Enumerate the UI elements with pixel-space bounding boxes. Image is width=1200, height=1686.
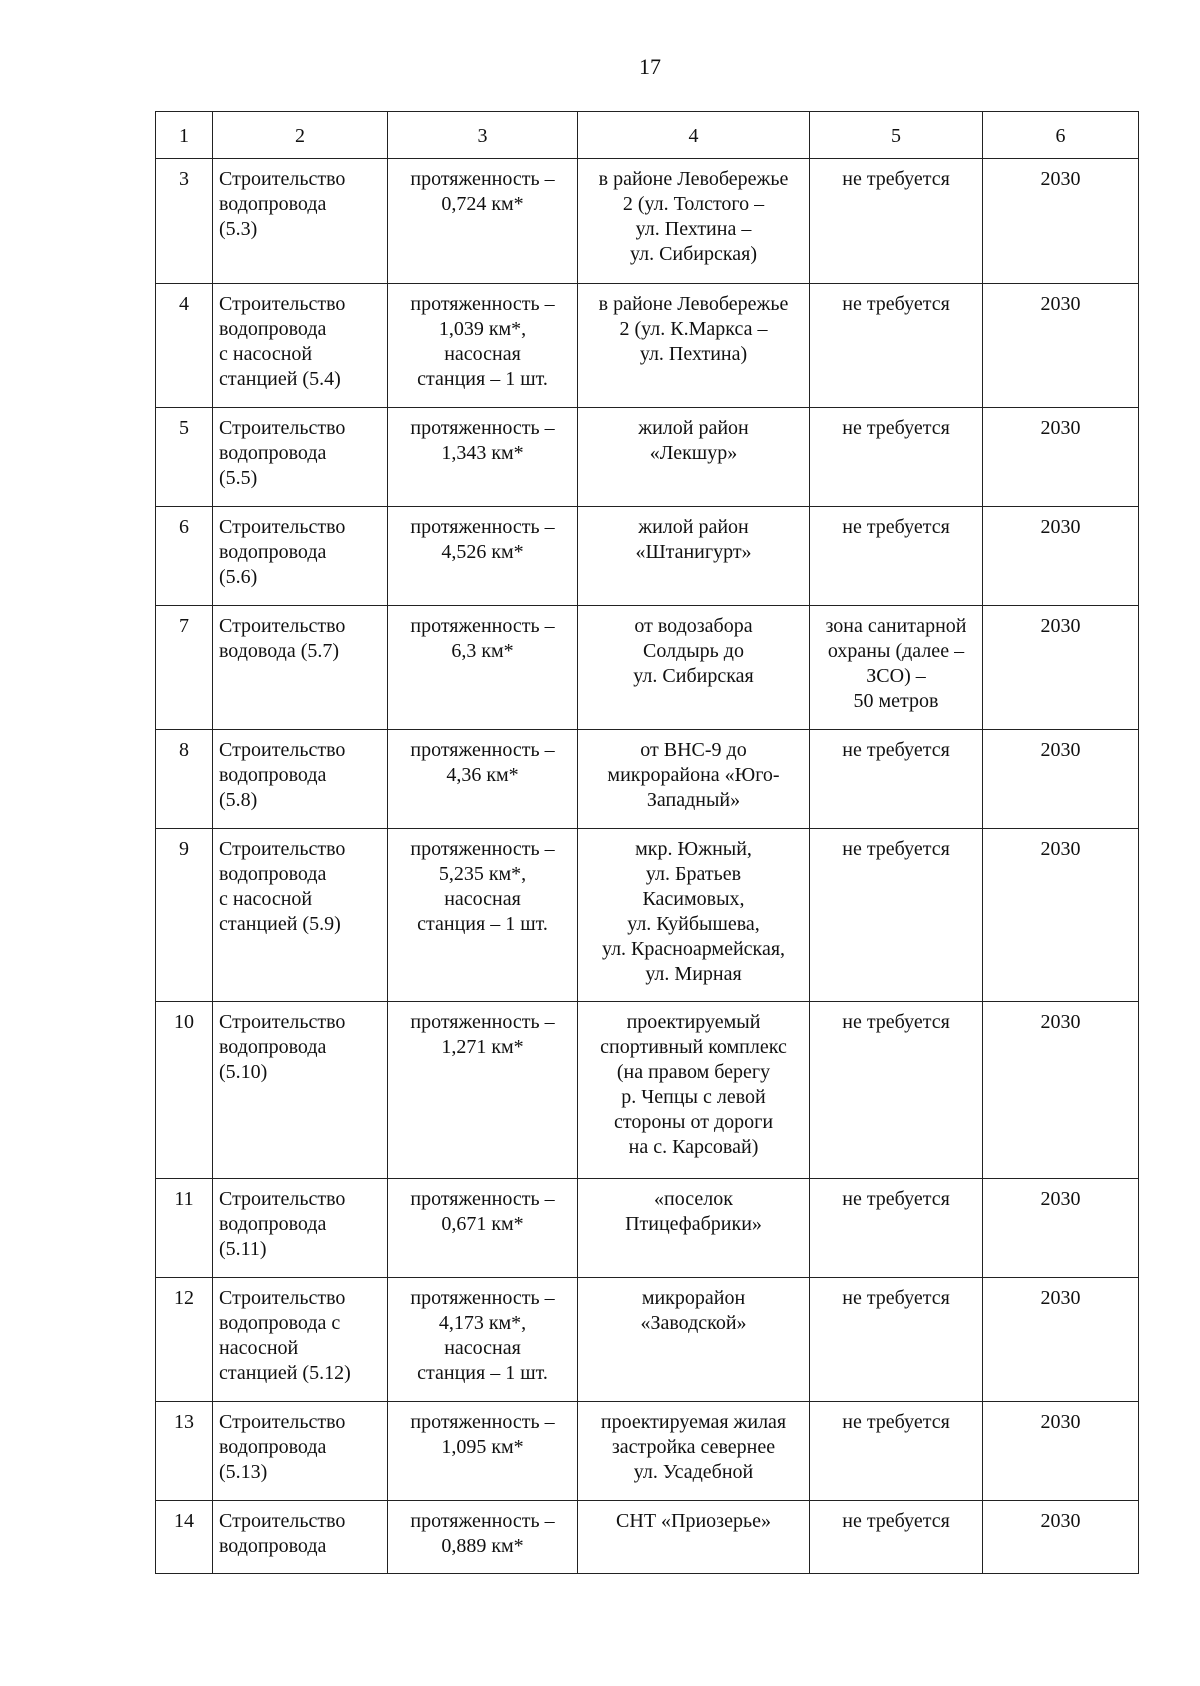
location-cell bbox=[578, 408, 810, 507]
cell-line: 1,095 км* bbox=[441, 1436, 524, 1458]
column-header: 3 bbox=[388, 112, 578, 159]
zone-cell bbox=[810, 1501, 983, 1574]
cell-line: ул. Сибирская bbox=[633, 665, 754, 687]
cell-line: с насосной bbox=[219, 888, 313, 910]
year-cell: 2030 bbox=[983, 1002, 1139, 1179]
year-cell: 2030 bbox=[983, 606, 1139, 730]
table-row bbox=[156, 284, 1139, 408]
location-cell bbox=[578, 829, 810, 1002]
cell-line: 2 (ул. Толстого – bbox=[622, 193, 765, 215]
year-cell: 2030 bbox=[983, 1278, 1139, 1402]
cell-line: «поселок bbox=[654, 1188, 733, 1210]
zone-cell bbox=[810, 159, 983, 284]
cell-line: «Заводской» bbox=[640, 1312, 747, 1334]
row-number-cell: 8 bbox=[156, 730, 213, 829]
table-row bbox=[156, 606, 1139, 730]
table-row bbox=[156, 829, 1139, 1002]
year-cell: 2030 bbox=[983, 159, 1139, 284]
cell-line: 0,671 км* bbox=[441, 1213, 524, 1235]
cell-line: спортивный комплекс bbox=[600, 1036, 787, 1058]
parameters-cell bbox=[388, 507, 578, 606]
parameters-cell bbox=[388, 159, 578, 284]
cell-line: протяженность – bbox=[410, 516, 555, 538]
parameters-cell bbox=[388, 284, 578, 408]
cell-line: Строительство bbox=[219, 1411, 346, 1433]
cell-line: (5.11) bbox=[219, 1238, 267, 1260]
cell-line: водопровода bbox=[219, 1436, 327, 1458]
cell-line: не требуется bbox=[842, 739, 950, 761]
cell-line: Строительство bbox=[219, 1510, 346, 1532]
zone-cell bbox=[810, 730, 983, 829]
cell-line: зона санитарной bbox=[825, 615, 967, 637]
cell-line: не требуется bbox=[842, 293, 950, 315]
parameters-cell bbox=[388, 408, 578, 507]
cell-line: Солдырь до bbox=[643, 640, 744, 662]
location-cell bbox=[578, 1501, 810, 1574]
table-row bbox=[156, 1002, 1139, 1179]
object-name-cell bbox=[213, 284, 388, 408]
cell-line: (5.3) bbox=[219, 218, 258, 240]
year-cell: 2030 bbox=[983, 284, 1139, 408]
cell-line: станция – 1 шт. bbox=[417, 1362, 548, 1384]
cell-line: Птицефабрики» bbox=[625, 1213, 762, 1235]
location-cell bbox=[578, 730, 810, 829]
table-row bbox=[156, 1501, 1139, 1574]
cell-line: Строительство bbox=[219, 516, 346, 538]
zone-cell bbox=[810, 1179, 983, 1278]
cell-line: 4,526 км* bbox=[441, 541, 524, 563]
cell-line: насосная bbox=[444, 343, 521, 365]
zone-cell bbox=[810, 408, 983, 507]
column-header: 1 bbox=[156, 112, 213, 159]
location-cell bbox=[578, 606, 810, 730]
zone-cell bbox=[810, 1402, 983, 1501]
cell-line: 5,235 км*, bbox=[438, 863, 527, 885]
year-cell: 2030 bbox=[983, 507, 1139, 606]
cell-line: Строительство bbox=[219, 293, 346, 315]
cell-line: не требуется bbox=[842, 1510, 950, 1532]
page-number: 17 bbox=[639, 54, 661, 79]
cell-line: протяженность – bbox=[410, 1510, 555, 1532]
location-cell bbox=[578, 1002, 810, 1179]
object-name-cell bbox=[213, 507, 388, 606]
cell-line: стороны от дороги bbox=[613, 1111, 774, 1133]
year-cell: 2030 bbox=[983, 408, 1139, 507]
cell-line: водопровода bbox=[219, 442, 327, 464]
object-name-cell bbox=[213, 730, 388, 829]
cell-line: водопровода bbox=[219, 1036, 327, 1058]
cell-line: (5.13) bbox=[219, 1461, 268, 1483]
cell-line: 2 (ул. К.Маркса – bbox=[619, 318, 768, 340]
cell-line: протяженность – bbox=[410, 615, 555, 637]
cell-line: Строительство bbox=[219, 1011, 346, 1033]
table-row bbox=[156, 1179, 1139, 1278]
row-number-cell: 13 bbox=[156, 1402, 213, 1501]
cell-line: водопровода bbox=[219, 193, 327, 215]
cell-line: протяженность – bbox=[410, 1188, 555, 1210]
year-cell: 2030 bbox=[983, 730, 1139, 829]
cell-line: от водозабора bbox=[634, 615, 753, 637]
cell-line: ул. Пехтина – bbox=[635, 218, 752, 240]
zone-cell bbox=[810, 507, 983, 606]
row-number-cell: 7 bbox=[156, 606, 213, 730]
table-row bbox=[156, 507, 1139, 606]
cell-line: не требуется bbox=[842, 1011, 950, 1033]
cell-line: 1,039 км*, bbox=[438, 318, 527, 340]
row-number-cell: 4 bbox=[156, 284, 213, 408]
row-number-cell: 14 bbox=[156, 1501, 213, 1574]
object-name-cell bbox=[213, 408, 388, 507]
cell-line: жилой район bbox=[638, 417, 749, 439]
object-name-cell bbox=[213, 1501, 388, 1574]
zone-cell bbox=[810, 1278, 983, 1402]
location-cell bbox=[578, 284, 810, 408]
cell-line: Строительство bbox=[219, 838, 346, 860]
cell-line: не требуется bbox=[842, 838, 950, 860]
column-header: 2 bbox=[213, 112, 388, 159]
cell-line: водопровода bbox=[219, 541, 327, 563]
cell-line: (5.6) bbox=[219, 566, 258, 588]
parameters-cell bbox=[388, 1402, 578, 1501]
cell-line: Строительство bbox=[219, 417, 346, 439]
cell-line: охраны (далее – bbox=[827, 640, 965, 662]
cell-line: станцией (5.9) bbox=[219, 913, 341, 935]
cell-line: насосной bbox=[219, 1337, 299, 1359]
objects-table bbox=[155, 111, 1139, 1574]
year-cell: 2030 bbox=[983, 1402, 1139, 1501]
cell-line: 6,3 км* bbox=[451, 640, 514, 662]
cell-line: микрорайона «Юго- bbox=[607, 764, 780, 786]
cell-line: Строительство bbox=[219, 168, 346, 190]
cell-line: протяженность – bbox=[410, 1287, 555, 1309]
row-number-cell: 11 bbox=[156, 1179, 213, 1278]
cell-line: р. Чепцы с левой bbox=[621, 1086, 766, 1108]
cell-line: ЗСО) – bbox=[866, 665, 926, 687]
cell-line: насосная bbox=[444, 888, 521, 910]
cell-line: 4,36 км* bbox=[446, 764, 519, 786]
cell-line: 1,343 км* bbox=[441, 442, 524, 464]
cell-line: ул. Красноармейская, bbox=[601, 938, 786, 960]
table-row bbox=[156, 159, 1139, 284]
cell-line: застройка севернее bbox=[611, 1436, 776, 1458]
cell-line: водовода (5.7) bbox=[219, 640, 340, 662]
cell-line: (5.5) bbox=[219, 467, 258, 489]
cell-line: водопровода bbox=[219, 1213, 327, 1235]
location-cell bbox=[578, 159, 810, 284]
table-row bbox=[156, 730, 1139, 829]
cell-line: ул. Куйбышева, bbox=[627, 913, 760, 935]
cell-line: 50 метров bbox=[853, 690, 939, 712]
cell-line: водопровода bbox=[219, 318, 327, 340]
cell-line: водопровода bbox=[219, 1535, 327, 1557]
cell-line: Западный» bbox=[646, 789, 741, 811]
cell-line: Строительство bbox=[219, 1287, 346, 1309]
cell-line: от ВНС-9 до bbox=[640, 739, 747, 761]
table-row bbox=[156, 1278, 1139, 1402]
location-cell bbox=[578, 507, 810, 606]
zone-cell bbox=[810, 284, 983, 408]
column-header: 5 bbox=[810, 112, 983, 159]
zone-cell bbox=[810, 829, 983, 1002]
cell-line: Строительство bbox=[219, 739, 346, 761]
cell-line: протяженность – bbox=[410, 417, 555, 439]
cell-line: ул. Пехтина) bbox=[639, 343, 748, 365]
cell-line: проектируемая жилая bbox=[600, 1411, 787, 1433]
cell-line: в районе Левобережье bbox=[598, 293, 789, 315]
parameters-cell bbox=[388, 1179, 578, 1278]
location-cell bbox=[578, 1278, 810, 1402]
cell-line: микрорайон bbox=[641, 1287, 746, 1309]
table-row bbox=[156, 408, 1139, 507]
cell-line: Строительство bbox=[219, 615, 346, 637]
cell-line: проектируемый bbox=[626, 1011, 761, 1033]
cell-line: не требуется bbox=[842, 417, 950, 439]
cell-line: протяженность – bbox=[410, 838, 555, 860]
cell-line: станцией (5.4) bbox=[219, 368, 341, 390]
cell-line: (на правом берегу bbox=[616, 1061, 771, 1083]
cell-line: протяженность – bbox=[410, 168, 555, 190]
object-name-cell bbox=[213, 1278, 388, 1402]
cell-line: протяженность – bbox=[410, 1011, 555, 1033]
parameters-cell bbox=[388, 829, 578, 1002]
cell-line: станция – 1 шт. bbox=[417, 368, 548, 390]
cell-line: ул. Сибирская) bbox=[629, 243, 758, 265]
cell-line: не требуется bbox=[842, 516, 950, 538]
cell-line: водопровода bbox=[219, 863, 327, 885]
cell-line: с насосной bbox=[219, 343, 313, 365]
object-name-cell bbox=[213, 606, 388, 730]
cell-line: жилой район bbox=[638, 516, 749, 538]
zone-cell bbox=[810, 606, 983, 730]
object-name-cell bbox=[213, 1002, 388, 1179]
cell-line: СНТ «Приозерье» bbox=[616, 1510, 771, 1532]
parameters-cell bbox=[388, 1278, 578, 1402]
cell-line: протяженность – bbox=[410, 739, 555, 761]
row-number-cell: 9 bbox=[156, 829, 213, 1002]
header-row bbox=[156, 112, 1139, 159]
cell-line: 0,724 км* bbox=[441, 193, 524, 215]
row-number-cell: 6 bbox=[156, 507, 213, 606]
year-cell: 2030 bbox=[983, 1179, 1139, 1278]
year-cell: 2030 bbox=[983, 829, 1139, 1002]
cell-line: насосная bbox=[444, 1337, 521, 1359]
object-name-cell bbox=[213, 1402, 388, 1501]
cell-line: ул. Мирная bbox=[645, 963, 742, 985]
cell-line: 1,271 км* bbox=[441, 1036, 524, 1058]
row-number-cell: 12 bbox=[156, 1278, 213, 1402]
year-cell: 2030 bbox=[983, 1501, 1139, 1574]
row-number-cell: 3 bbox=[156, 159, 213, 284]
column-header: 4 bbox=[578, 112, 810, 159]
cell-line: протяженность – bbox=[410, 1411, 555, 1433]
cell-line: 4,173 км*, bbox=[438, 1312, 527, 1334]
row-number-cell: 5 bbox=[156, 408, 213, 507]
cell-line: «Лекшур» bbox=[649, 442, 738, 464]
zone-cell bbox=[810, 1002, 983, 1179]
object-name-cell bbox=[213, 1179, 388, 1278]
cell-line: Касимовых, bbox=[642, 888, 745, 910]
cell-line: 0,889 км* bbox=[441, 1535, 524, 1557]
parameters-cell bbox=[388, 606, 578, 730]
cell-line: не требуется bbox=[842, 1188, 950, 1210]
cell-line: водопровода с bbox=[219, 1312, 341, 1334]
object-name-cell bbox=[213, 829, 388, 1002]
cell-line: не требуется bbox=[842, 168, 950, 190]
row-number-cell: 10 bbox=[156, 1002, 213, 1179]
table-row bbox=[156, 1402, 1139, 1501]
cell-line: не требуется bbox=[842, 1411, 950, 1433]
parameters-cell bbox=[388, 730, 578, 829]
cell-line: станцией (5.12) bbox=[219, 1362, 351, 1384]
cell-line: на с. Карсовай) bbox=[628, 1136, 759, 1158]
cell-line: в районе Левобережье bbox=[598, 168, 789, 190]
object-name-cell bbox=[213, 159, 388, 284]
cell-line: Строительство bbox=[219, 1188, 346, 1210]
cell-line: ул. Усадебной bbox=[633, 1461, 754, 1483]
cell-line: (5.8) bbox=[219, 789, 258, 811]
cell-line: станция – 1 шт. bbox=[417, 913, 548, 935]
parameters-cell bbox=[388, 1002, 578, 1179]
cell-line: водопровода bbox=[219, 764, 327, 786]
cell-line: не требуется bbox=[842, 1287, 950, 1309]
cell-line: «Штанигурт» bbox=[635, 541, 752, 563]
parameters-cell bbox=[388, 1501, 578, 1574]
cell-line: ул. Братьев bbox=[645, 863, 742, 885]
location-cell bbox=[578, 1402, 810, 1501]
cell-line: (5.10) bbox=[219, 1061, 268, 1083]
cell-line: протяженность – bbox=[410, 293, 555, 315]
location-cell bbox=[578, 1179, 810, 1278]
cell-line: мкр. Южный, bbox=[635, 838, 752, 860]
column-header: 6 bbox=[983, 112, 1139, 159]
